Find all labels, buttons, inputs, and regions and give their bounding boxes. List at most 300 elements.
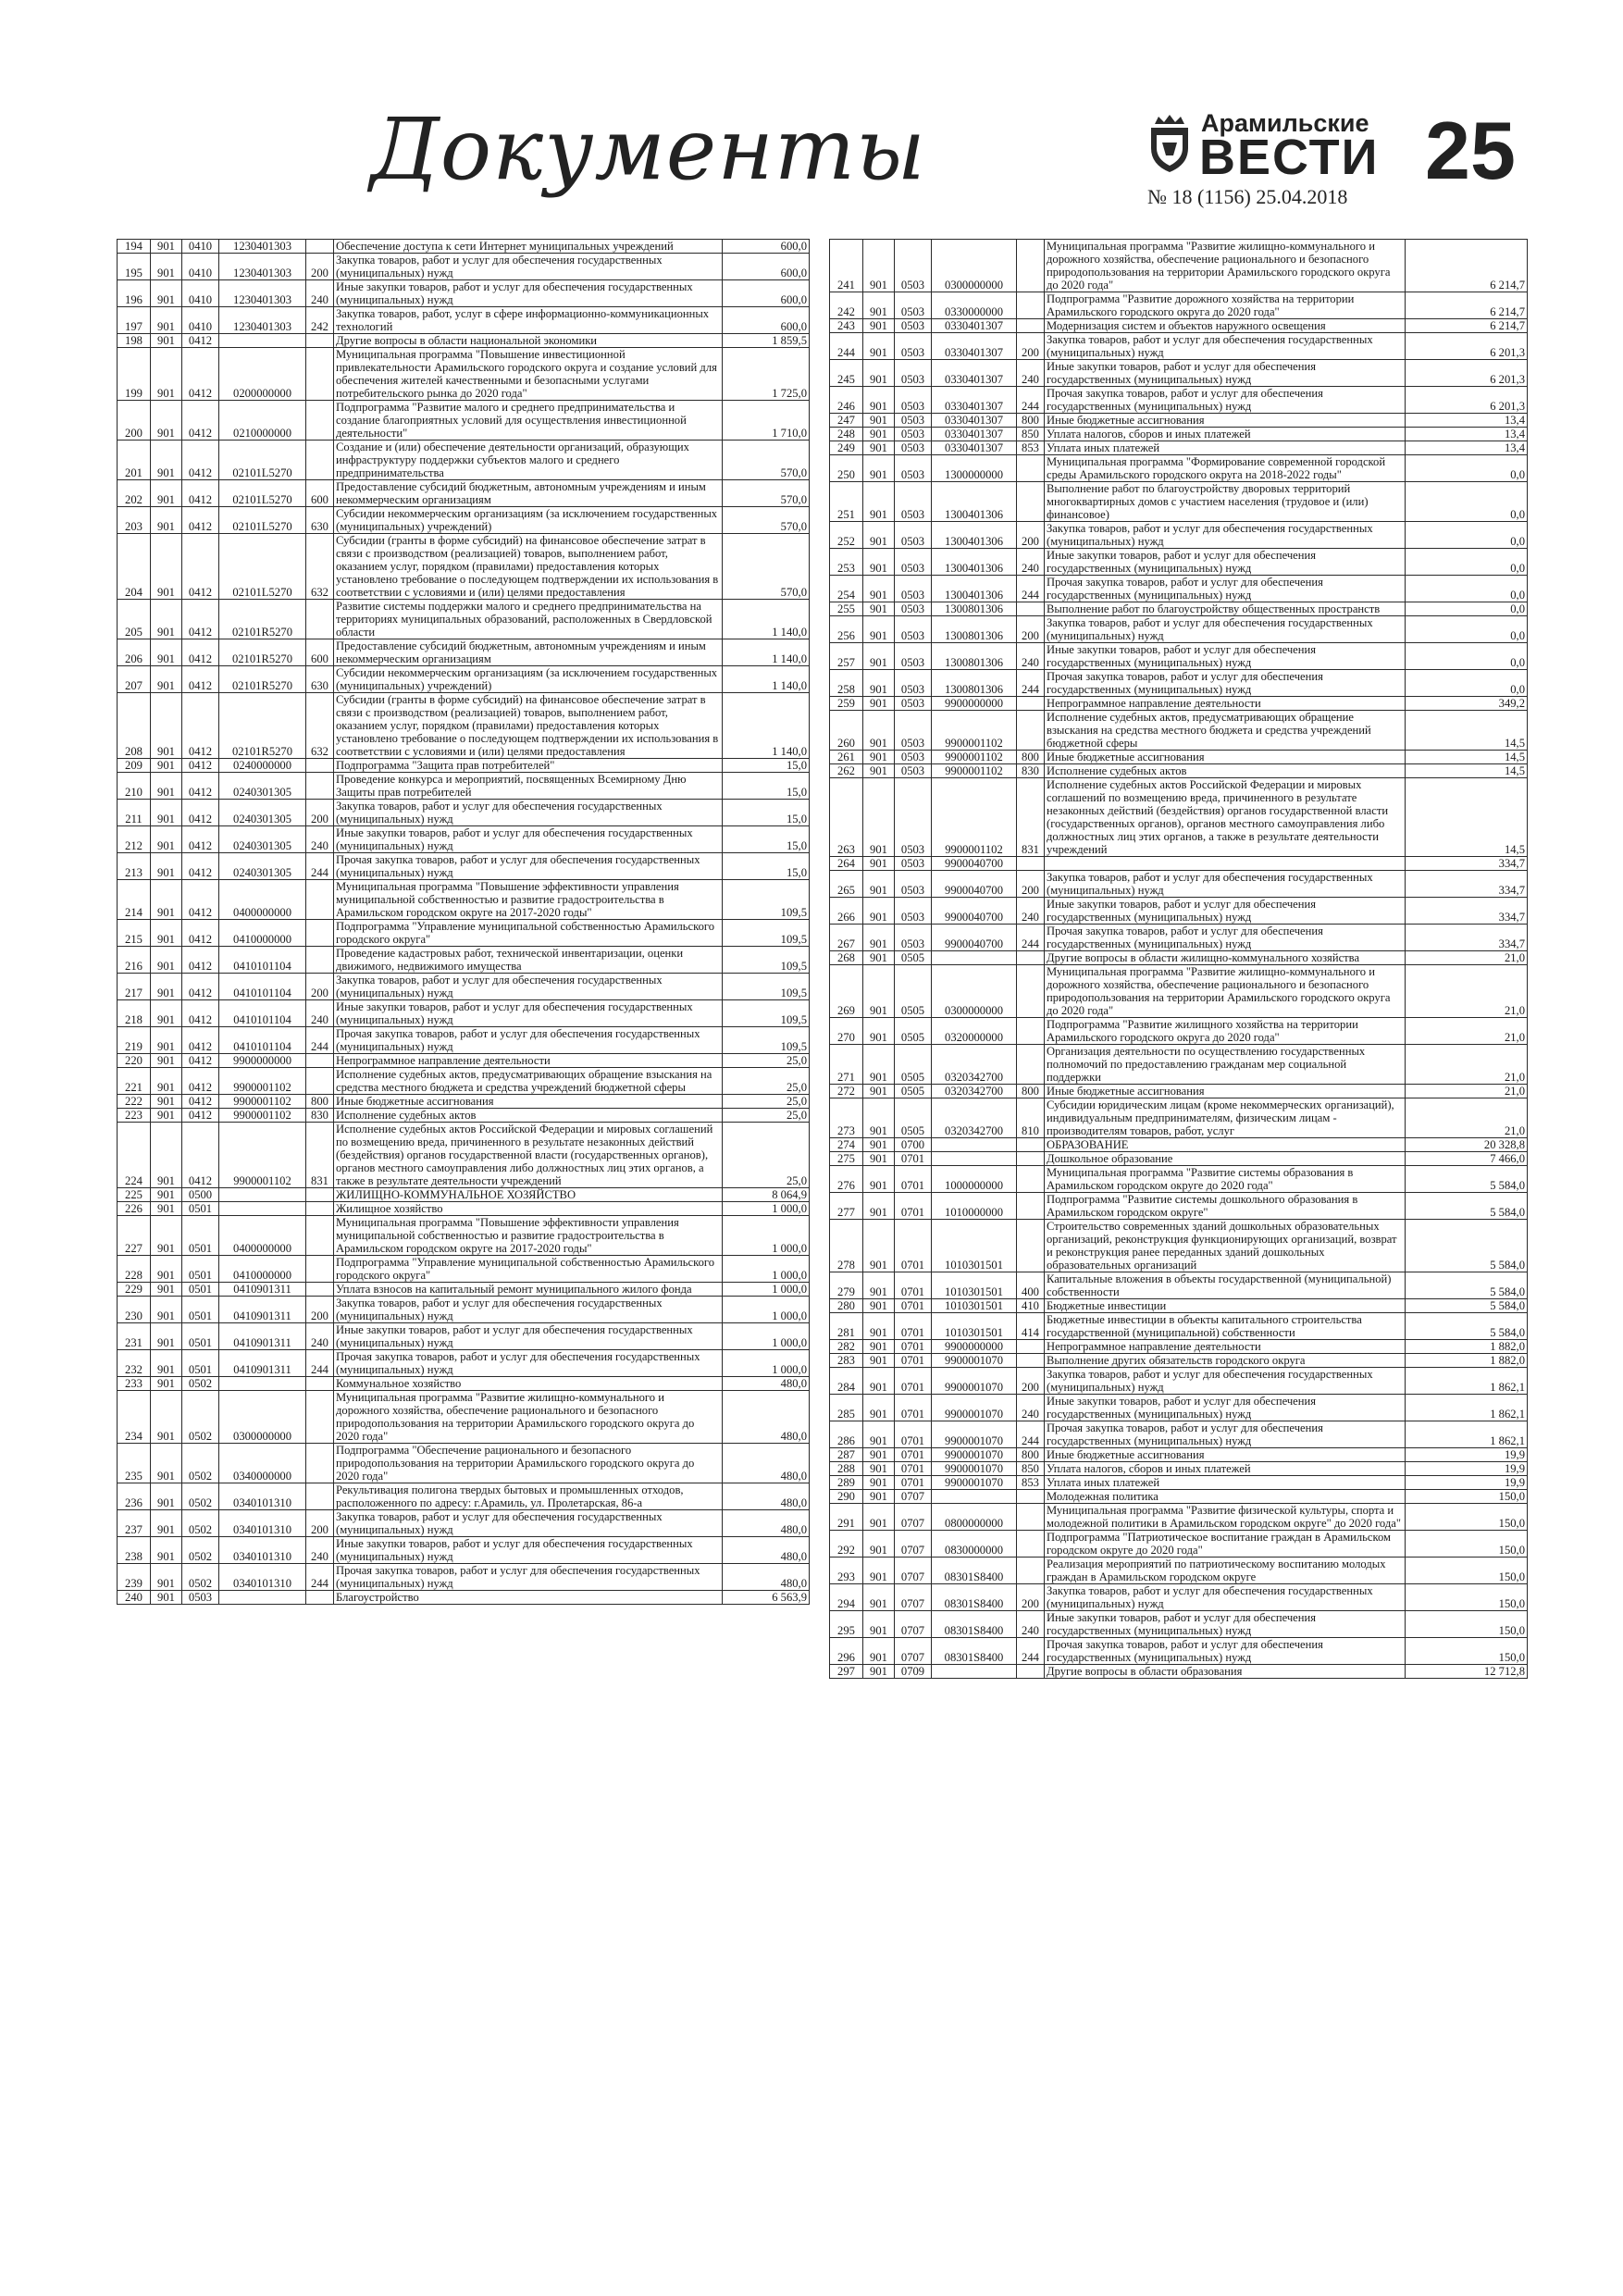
table-row (118, 280, 810, 307)
cell-grbs-code: 901 (863, 1272, 895, 1299)
cell-expense-type (1017, 240, 1045, 292)
table-row (830, 1085, 1528, 1098)
cell-description: Иные закупки товаров, работ и услуг для обеспечения государственных (муниципальных) нужд (334, 1000, 723, 1027)
table-row (830, 1584, 1528, 1611)
cell-row-number: 297 (830, 1665, 863, 1679)
table-row (830, 857, 1528, 871)
cell-amount: 13,4 (1406, 428, 1528, 441)
coat-of-arms-icon (1146, 115, 1194, 174)
cell-row-number: 262 (830, 764, 863, 778)
cell-expense-type (306, 773, 334, 800)
cell-target-article: 1300801306 (932, 616, 1017, 643)
cell-amount: 6 214,7 (1406, 240, 1528, 292)
table-row (118, 853, 810, 880)
cell-expense-type: 240 (306, 826, 334, 853)
cell-target-article: 0240301305 (219, 826, 306, 853)
table-row (118, 534, 810, 600)
cell-grbs-code: 901 (151, 759, 182, 773)
cell-section-code: 0412 (182, 974, 219, 1000)
cell-grbs-code: 901 (863, 414, 895, 428)
cell-amount: 12 712,8 (1406, 1665, 1528, 1679)
table-row (830, 616, 1528, 643)
cell-amount: 25,0 (723, 1123, 810, 1188)
cell-amount: 20 328,8 (1406, 1138, 1528, 1152)
cell-expense-type: 240 (1017, 898, 1045, 925)
cell-expense-type: 240 (1017, 549, 1045, 576)
cell-row-number: 245 (830, 360, 863, 387)
cell-row-number: 233 (118, 1377, 151, 1391)
table-row (118, 1054, 810, 1068)
cell-section-code: 0503 (895, 482, 932, 522)
table-row (118, 666, 810, 693)
table-row (830, 1299, 1528, 1313)
cell-description: Прочая закупка товаров, работ и услуг для обеспечения государственных (муниципальных) нужд (1045, 1638, 1406, 1665)
cell-amount: 6 214,7 (1406, 292, 1528, 319)
cell-section-code: 0707 (895, 1584, 932, 1611)
cell-row-number: 247 (830, 414, 863, 428)
table-row (118, 1537, 810, 1564)
cell-row-number: 218 (118, 1000, 151, 1027)
cell-row-number: 244 (830, 333, 863, 360)
cell-description: Закупка товаров, работ и услуг для обеспечения государственных (муниципальных) нужд (334, 1297, 723, 1323)
cell-row-number: 219 (118, 1027, 151, 1054)
cell-expense-type: 410 (1017, 1299, 1045, 1313)
cell-section-code: 0412 (182, 1027, 219, 1054)
cell-target-article: 08301S8400 (932, 1611, 1017, 1638)
cell-expense-type (306, 1591, 334, 1605)
cell-row-number: 201 (118, 441, 151, 480)
cell-grbs-code: 901 (863, 951, 895, 965)
cell-description: Закупка товаров, работ и услуг для обеспечения государственных (муниципальных) нужд (1045, 333, 1406, 360)
table-row (118, 1350, 810, 1377)
cell-grbs-code: 901 (863, 1421, 895, 1448)
cell-target-article: 1230401303 (219, 240, 306, 254)
cell-description: Прочая закупка товаров, работ и услуг для обеспечения государственных (муниципальных) нужд (334, 1350, 723, 1377)
cell-row-number: 276 (830, 1166, 863, 1193)
cell-amount: 1 862,1 (1406, 1421, 1528, 1448)
cell-description: Иные закупки товаров, работ и услуг для обеспечения государственных (муниципальных) нужд (334, 826, 723, 853)
cell-section-code: 0412 (182, 600, 219, 639)
cell-row-number: 243 (830, 319, 863, 333)
cell-description: Развитие системы поддержки малого и среднего предпринимательства на территориях муниципальных образований, расположенных в Свердловской области (334, 600, 723, 639)
cell-expense-type (1017, 965, 1045, 1018)
cell-target-article (932, 1152, 1017, 1166)
cell-target-article: 0240301305 (219, 853, 306, 880)
cell-amount: 334,7 (1406, 871, 1528, 898)
table-row (118, 800, 810, 826)
cell-target-article (219, 1188, 306, 1202)
cell-target-article: 0300000000 (932, 965, 1017, 1018)
cell-grbs-code: 901 (863, 441, 895, 455)
cell-target-article: 9900001070 (932, 1421, 1017, 1448)
cell-target-article: 0330000000 (932, 292, 1017, 319)
cell-section-code: 0412 (182, 507, 219, 534)
cell-description: Подпрограмма "Развитие жилищного хозяйства на территории Арамильского городского округа до 2020 года" (1045, 1018, 1406, 1045)
table-row (118, 480, 810, 507)
cell-row-number: 287 (830, 1448, 863, 1462)
cell-grbs-code: 901 (863, 1504, 895, 1531)
cell-amount: 1 000,0 (723, 1256, 810, 1283)
cell-section-code: 0503 (895, 602, 932, 616)
cell-section-code: 0502 (182, 1444, 219, 1483)
cell-description: ЖИЛИЩНО-КОММУНАЛЬНОЕ ХОЗЯЙСТВО (334, 1188, 723, 1202)
cell-amount: 150,0 (1406, 1490, 1528, 1504)
table-row (830, 1665, 1528, 1679)
cell-target-article: 0300000000 (932, 240, 1017, 292)
table-row (830, 333, 1528, 360)
cell-target-article: 1230401303 (219, 280, 306, 307)
cell-description: Субсидии (гранты в форме субсидий) на финансовое обеспечение затрат в связи с производством (реализацией) товаров, выполнением работ, оказанием услуг, порядком (правилами) предоставления которых установлено требование о последующем подтверждении их использования в соответствии с условиями и (или) целями предоставления (334, 534, 723, 600)
cell-grbs-code: 901 (151, 1483, 182, 1510)
cell-amount: 1 725,0 (723, 348, 810, 401)
cell-description: Закупка товаров, работ и услуг для обеспечения государственных (муниципальных) нужд (334, 1510, 723, 1537)
cell-amount: 25,0 (723, 1068, 810, 1095)
cell-expense-type: 853 (1017, 1476, 1045, 1490)
table-row (830, 1045, 1528, 1085)
table-row (830, 751, 1528, 764)
cell-grbs-code: 901 (151, 280, 182, 307)
cell-expense-type: 200 (306, 1297, 334, 1323)
cell-section-code: 0410 (182, 240, 219, 254)
cell-row-number: 274 (830, 1138, 863, 1152)
cell-target-article: 1300401306 (932, 549, 1017, 576)
cell-expense-type (1017, 482, 1045, 522)
logo-main-text: ВЕСТИ (1199, 130, 1380, 185)
cell-amount: 0,0 (1406, 576, 1528, 602)
cell-section-code: 0412 (182, 947, 219, 974)
cell-amount: 0,0 (1406, 602, 1528, 616)
table-row (118, 1510, 810, 1537)
cell-description: Иные бюджетные ассигнования (1045, 414, 1406, 428)
table-row (118, 1109, 810, 1123)
cell-description: Другие вопросы в области образования (1045, 1665, 1406, 1679)
cell-description: Закупка товаров, работ и услуг для обеспечения государственных (муниципальных) нужд (334, 800, 723, 826)
cell-description: Субсидии некоммерческим организациям (за исключением государственных (муниципальных) учреждений) (334, 666, 723, 693)
cell-target-article: 9900000000 (932, 697, 1017, 711)
cell-section-code: 0701 (895, 1313, 932, 1340)
cell-grbs-code: 901 (151, 1188, 182, 1202)
logo-top-text: Арамильские (1201, 109, 1369, 137)
cell-target-article: 02101R5270 (219, 666, 306, 693)
cell-section-code: 0410 (182, 307, 219, 334)
cell-description: Выполнение работ по благоустройству дворовых территорий многоквартирных домов с участием населения (трудовое и (или) финансовое) (1045, 482, 1406, 522)
cell-target-article: 9900000000 (932, 1340, 1017, 1354)
cell-row-number: 214 (118, 880, 151, 920)
cell-grbs-code: 901 (863, 1313, 895, 1340)
cell-target-article: 9900001070 (932, 1476, 1017, 1490)
cell-description: Иные закупки товаров, работ и услуг для обеспечения государственных (муниципальных) нужд (334, 280, 723, 307)
table-row (118, 826, 810, 853)
cell-grbs-code: 901 (863, 1138, 895, 1152)
cell-amount: 14,5 (1406, 778, 1528, 857)
cell-row-number: 195 (118, 254, 151, 280)
table-row (830, 643, 1528, 670)
cell-section-code: 0500 (182, 1188, 219, 1202)
table-row (830, 1490, 1528, 1504)
cell-section-code: 0412 (182, 480, 219, 507)
cell-section-code: 0503 (895, 319, 932, 333)
table-row (830, 1354, 1528, 1368)
cell-amount: 150,0 (1406, 1584, 1528, 1611)
cell-amount: 570,0 (723, 480, 810, 507)
cell-target-article: 9900040700 (932, 857, 1017, 871)
cell-grbs-code: 901 (863, 455, 895, 482)
cell-row-number: 255 (830, 602, 863, 616)
cell-section-code: 0503 (895, 576, 932, 602)
cell-section-code: 0505 (895, 1098, 932, 1138)
cell-section-code: 0701 (895, 1368, 932, 1395)
cell-description: Благоустройство (334, 1591, 723, 1605)
cell-target-article: 9900001102 (932, 711, 1017, 751)
cell-description: Исполнение судебных актов, предусматривающих обращение взыскания на средства местного бюджета и средства учреждений бюджетной сферы (1045, 711, 1406, 751)
cell-section-code: 0505 (895, 951, 932, 965)
cell-target-article: 02101L5270 (219, 534, 306, 600)
cell-expense-type: 244 (1017, 670, 1045, 697)
cell-grbs-code: 901 (151, 1323, 182, 1350)
cell-target-article: 08301S8400 (932, 1584, 1017, 1611)
cell-amount: 570,0 (723, 534, 810, 600)
cell-section-code: 0412 (182, 348, 219, 401)
cell-target-article: 0410901311 (219, 1350, 306, 1377)
cell-target-article: 02101R5270 (219, 693, 306, 759)
cell-description: Иные закупки товаров, работ и услуг для обеспечения государственных (муниципальных) нужд (1045, 1395, 1406, 1421)
cell-expense-type (306, 1054, 334, 1068)
table-row (830, 1272, 1528, 1299)
cell-target-article: 1300801306 (932, 670, 1017, 697)
cell-target-article (932, 1665, 1017, 1679)
cell-description: Непрограммное направление деятельности (334, 1054, 723, 1068)
table-row (830, 925, 1528, 951)
cell-description: Закупка товаров, работ и услуг для обеспечения государственных (муниципальных) нужд (334, 254, 723, 280)
cell-expense-type: 850 (1017, 1462, 1045, 1476)
cell-expense-type: 200 (306, 254, 334, 280)
cell-target-article: 02101R5270 (219, 639, 306, 666)
cell-section-code: 0503 (895, 292, 932, 319)
cell-description: Муниципальная программа "Формирование современной городской среды Арамильского городского округа на 2018-2022 годы" (1045, 455, 1406, 482)
cell-expense-type (306, 240, 334, 254)
cell-row-number: 278 (830, 1220, 863, 1272)
cell-target-article: 0340000000 (219, 1444, 306, 1483)
cell-grbs-code: 901 (151, 1068, 182, 1095)
cell-grbs-code: 901 (151, 853, 182, 880)
cell-amount: 109,5 (723, 947, 810, 974)
cell-amount: 15,0 (723, 853, 810, 880)
cell-target-article: 0330401307 (932, 441, 1017, 455)
cell-section-code: 0501 (182, 1256, 219, 1283)
cell-row-number: 226 (118, 1202, 151, 1216)
cell-section-code: 0412 (182, 401, 219, 441)
cell-expense-type: 244 (1017, 1421, 1045, 1448)
cell-description: Иные закупки товаров, работ и услуг для обеспечения государственных (муниципальных) нужд (334, 1537, 723, 1564)
cell-grbs-code: 901 (151, 1027, 182, 1054)
cell-target-article: 0320000000 (932, 1018, 1017, 1045)
cell-amount: 150,0 (1406, 1531, 1528, 1558)
cell-description: Организация деятельности по осуществлению государственных полномочий по предоставлению гражданам мер социальной поддержки (1045, 1045, 1406, 1085)
cell-grbs-code: 901 (863, 711, 895, 751)
cell-expense-type: 240 (1017, 1611, 1045, 1638)
cell-expense-type (1017, 711, 1045, 751)
cell-expense-type: 831 (306, 1123, 334, 1188)
cell-section-code: 0503 (895, 387, 932, 414)
cell-description: Молодежная политика (1045, 1490, 1406, 1504)
cell-grbs-code: 901 (151, 1095, 182, 1109)
table-row (830, 1462, 1528, 1476)
cell-grbs-code: 901 (863, 428, 895, 441)
right-column (829, 239, 1527, 1679)
cell-grbs-code: 901 (151, 1564, 182, 1591)
cell-target-article: 0340101310 (219, 1537, 306, 1564)
cell-expense-type (1017, 697, 1045, 711)
table-row (830, 697, 1528, 711)
cell-row-number: 224 (118, 1123, 151, 1188)
cell-amount: 1 862,1 (1406, 1395, 1528, 1421)
cell-row-number: 217 (118, 974, 151, 1000)
cell-expense-type (306, 600, 334, 639)
issue-info: № 18 (1156) 25.04.2018 (1147, 185, 1348, 208)
cell-description: Уплата взносов на капитальный ремонт муниципального жилого фонда (334, 1283, 723, 1297)
cell-description: Другие вопросы в области жилищно-коммунального хозяйства (1045, 951, 1406, 965)
cell-description: Иные бюджетные ассигнования (1045, 1085, 1406, 1098)
cell-amount: 21,0 (1406, 965, 1528, 1018)
cell-grbs-code: 901 (863, 360, 895, 387)
cell-expense-type: 600 (306, 480, 334, 507)
cell-section-code: 0707 (895, 1558, 932, 1584)
cell-description (1045, 857, 1406, 871)
table-row (118, 1256, 810, 1283)
cell-grbs-code: 901 (151, 773, 182, 800)
cell-target-article: 0330401307 (932, 360, 1017, 387)
cell-row-number: 253 (830, 549, 863, 576)
table-row (830, 1313, 1528, 1340)
table-row (118, 639, 810, 666)
table-row (830, 1138, 1528, 1152)
cell-section-code: 0412 (182, 693, 219, 759)
cell-row-number: 258 (830, 670, 863, 697)
cell-grbs-code: 901 (151, 507, 182, 534)
cell-target-article: 1300401306 (932, 482, 1017, 522)
cell-expense-type (306, 1216, 334, 1256)
cell-target-article: 0240301305 (219, 800, 306, 826)
table-row (118, 759, 810, 773)
cell-amount: 480,0 (723, 1537, 810, 1564)
cell-amount: 15,0 (723, 759, 810, 773)
cell-expense-type: 244 (1017, 925, 1045, 951)
cell-expense-type (1017, 602, 1045, 616)
cell-description: Закупка товаров, работ и услуг для обеспечения государственных (муниципальных) нужд (1045, 1584, 1406, 1611)
cell-target-article: 9900001070 (932, 1448, 1017, 1462)
cell-amount: 480,0 (723, 1564, 810, 1591)
cell-row-number: 203 (118, 507, 151, 534)
table-row (830, 670, 1528, 697)
cell-amount: 1 000,0 (723, 1216, 810, 1256)
cell-description: Прочая закупка товаров, работ и услуг для обеспечения государственных (муниципальных) нужд (334, 853, 723, 880)
cell-target-article: 0410000000 (219, 1256, 306, 1283)
cell-section-code: 0503 (895, 764, 932, 778)
cell-grbs-code: 901 (863, 1098, 895, 1138)
cell-expense-type (1017, 455, 1045, 482)
cell-section-code: 0707 (895, 1638, 932, 1665)
cell-amount: 334,7 (1406, 857, 1528, 871)
cell-grbs-code: 901 (151, 240, 182, 254)
cell-target-article: 0300000000 (219, 1391, 306, 1444)
table-row (118, 693, 810, 759)
cell-expense-type (306, 880, 334, 920)
cell-section-code: 0503 (895, 643, 932, 670)
cell-expense-type: 400 (1017, 1272, 1045, 1299)
cell-row-number: 241 (830, 240, 863, 292)
cell-section-code: 0707 (895, 1531, 932, 1558)
cell-target-article: 0340101310 (219, 1564, 306, 1591)
table-row (830, 778, 1528, 857)
cell-amount: 0,0 (1406, 643, 1528, 670)
cell-expense-type (1017, 1490, 1045, 1504)
cell-expense-type: 800 (1017, 1448, 1045, 1462)
table-row (830, 965, 1528, 1018)
cell-grbs-code: 901 (863, 1462, 895, 1476)
cell-expense-type: 200 (306, 800, 334, 826)
cell-amount: 15,0 (723, 800, 810, 826)
cell-row-number: 272 (830, 1085, 863, 1098)
cell-amount: 19,9 (1406, 1462, 1528, 1476)
cell-grbs-code: 901 (863, 1045, 895, 1085)
cell-amount: 19,9 (1406, 1448, 1528, 1462)
cell-expense-type (306, 401, 334, 441)
cell-section-code: 0412 (182, 639, 219, 666)
cell-row-number: 249 (830, 441, 863, 455)
cell-section-code: 0502 (182, 1537, 219, 1564)
cell-row-number: 292 (830, 1531, 863, 1558)
table-row (118, 1000, 810, 1027)
cell-description: Проведение кадастровых работ, технической инвентаризации, оценки движимого, недвижимого имущества (334, 947, 723, 974)
cell-amount: 1 859,5 (723, 334, 810, 348)
cell-amount: 21,0 (1406, 1018, 1528, 1045)
cell-grbs-code: 901 (863, 1584, 895, 1611)
cell-amount: 6 214,7 (1406, 319, 1528, 333)
cell-amount: 150,0 (1406, 1611, 1528, 1638)
cell-grbs-code: 901 (151, 1391, 182, 1444)
cell-row-number: 204 (118, 534, 151, 600)
table-row (830, 1166, 1528, 1193)
cell-section-code: 0503 (895, 898, 932, 925)
cell-expense-type: 240 (1017, 1395, 1045, 1421)
cell-amount: 7 466,0 (1406, 1152, 1528, 1166)
cell-row-number: 263 (830, 778, 863, 857)
cell-row-number: 282 (830, 1340, 863, 1354)
cell-section-code: 0503 (895, 697, 932, 711)
cell-amount: 15,0 (723, 826, 810, 853)
cell-section-code: 0412 (182, 534, 219, 600)
cell-description: Муниципальная программа "Повышение эффективности управления муниципальной собственностью и развитие градостроительства в Арамильском городском округе на 2017-2020 годы" (334, 1216, 723, 1256)
cell-grbs-code: 901 (863, 292, 895, 319)
cell-grbs-code: 901 (863, 1166, 895, 1193)
cell-section-code: 0503 (895, 414, 932, 428)
cell-expense-type: 244 (1017, 1638, 1045, 1665)
cell-description: Подпрограмма "Развитие малого и среднего предпринимательства и создание благоприятных условий для осуществления инвестиционной деятельности" (334, 401, 723, 441)
cell-target-article: 9900040700 (932, 898, 1017, 925)
cell-description: Прочая закупка товаров, работ и услуг для обеспечения государственных (муниципальных) нужд (1045, 670, 1406, 697)
cell-description: Выполнение работ по благоустройству общественных пространств (1045, 602, 1406, 616)
cell-row-number: 242 (830, 292, 863, 319)
cell-section-code: 0701 (895, 1354, 932, 1368)
cell-description: Прочая закупка товаров, работ и услуг для обеспечения государственных (муниципальных) нужд (1045, 387, 1406, 414)
cell-row-number: 207 (118, 666, 151, 693)
table-row (118, 880, 810, 920)
cell-description: Уплата налогов, сборов и иных платежей (1045, 1462, 1406, 1476)
cell-target-article: 1230401303 (219, 307, 306, 334)
cell-description: Бюджетные инвестиции в объекты капитального строительства государственной (муниципальной) собственности (1045, 1313, 1406, 1340)
cell-target-article: 1010301501 (932, 1299, 1017, 1313)
cell-row-number: 199 (118, 348, 151, 401)
